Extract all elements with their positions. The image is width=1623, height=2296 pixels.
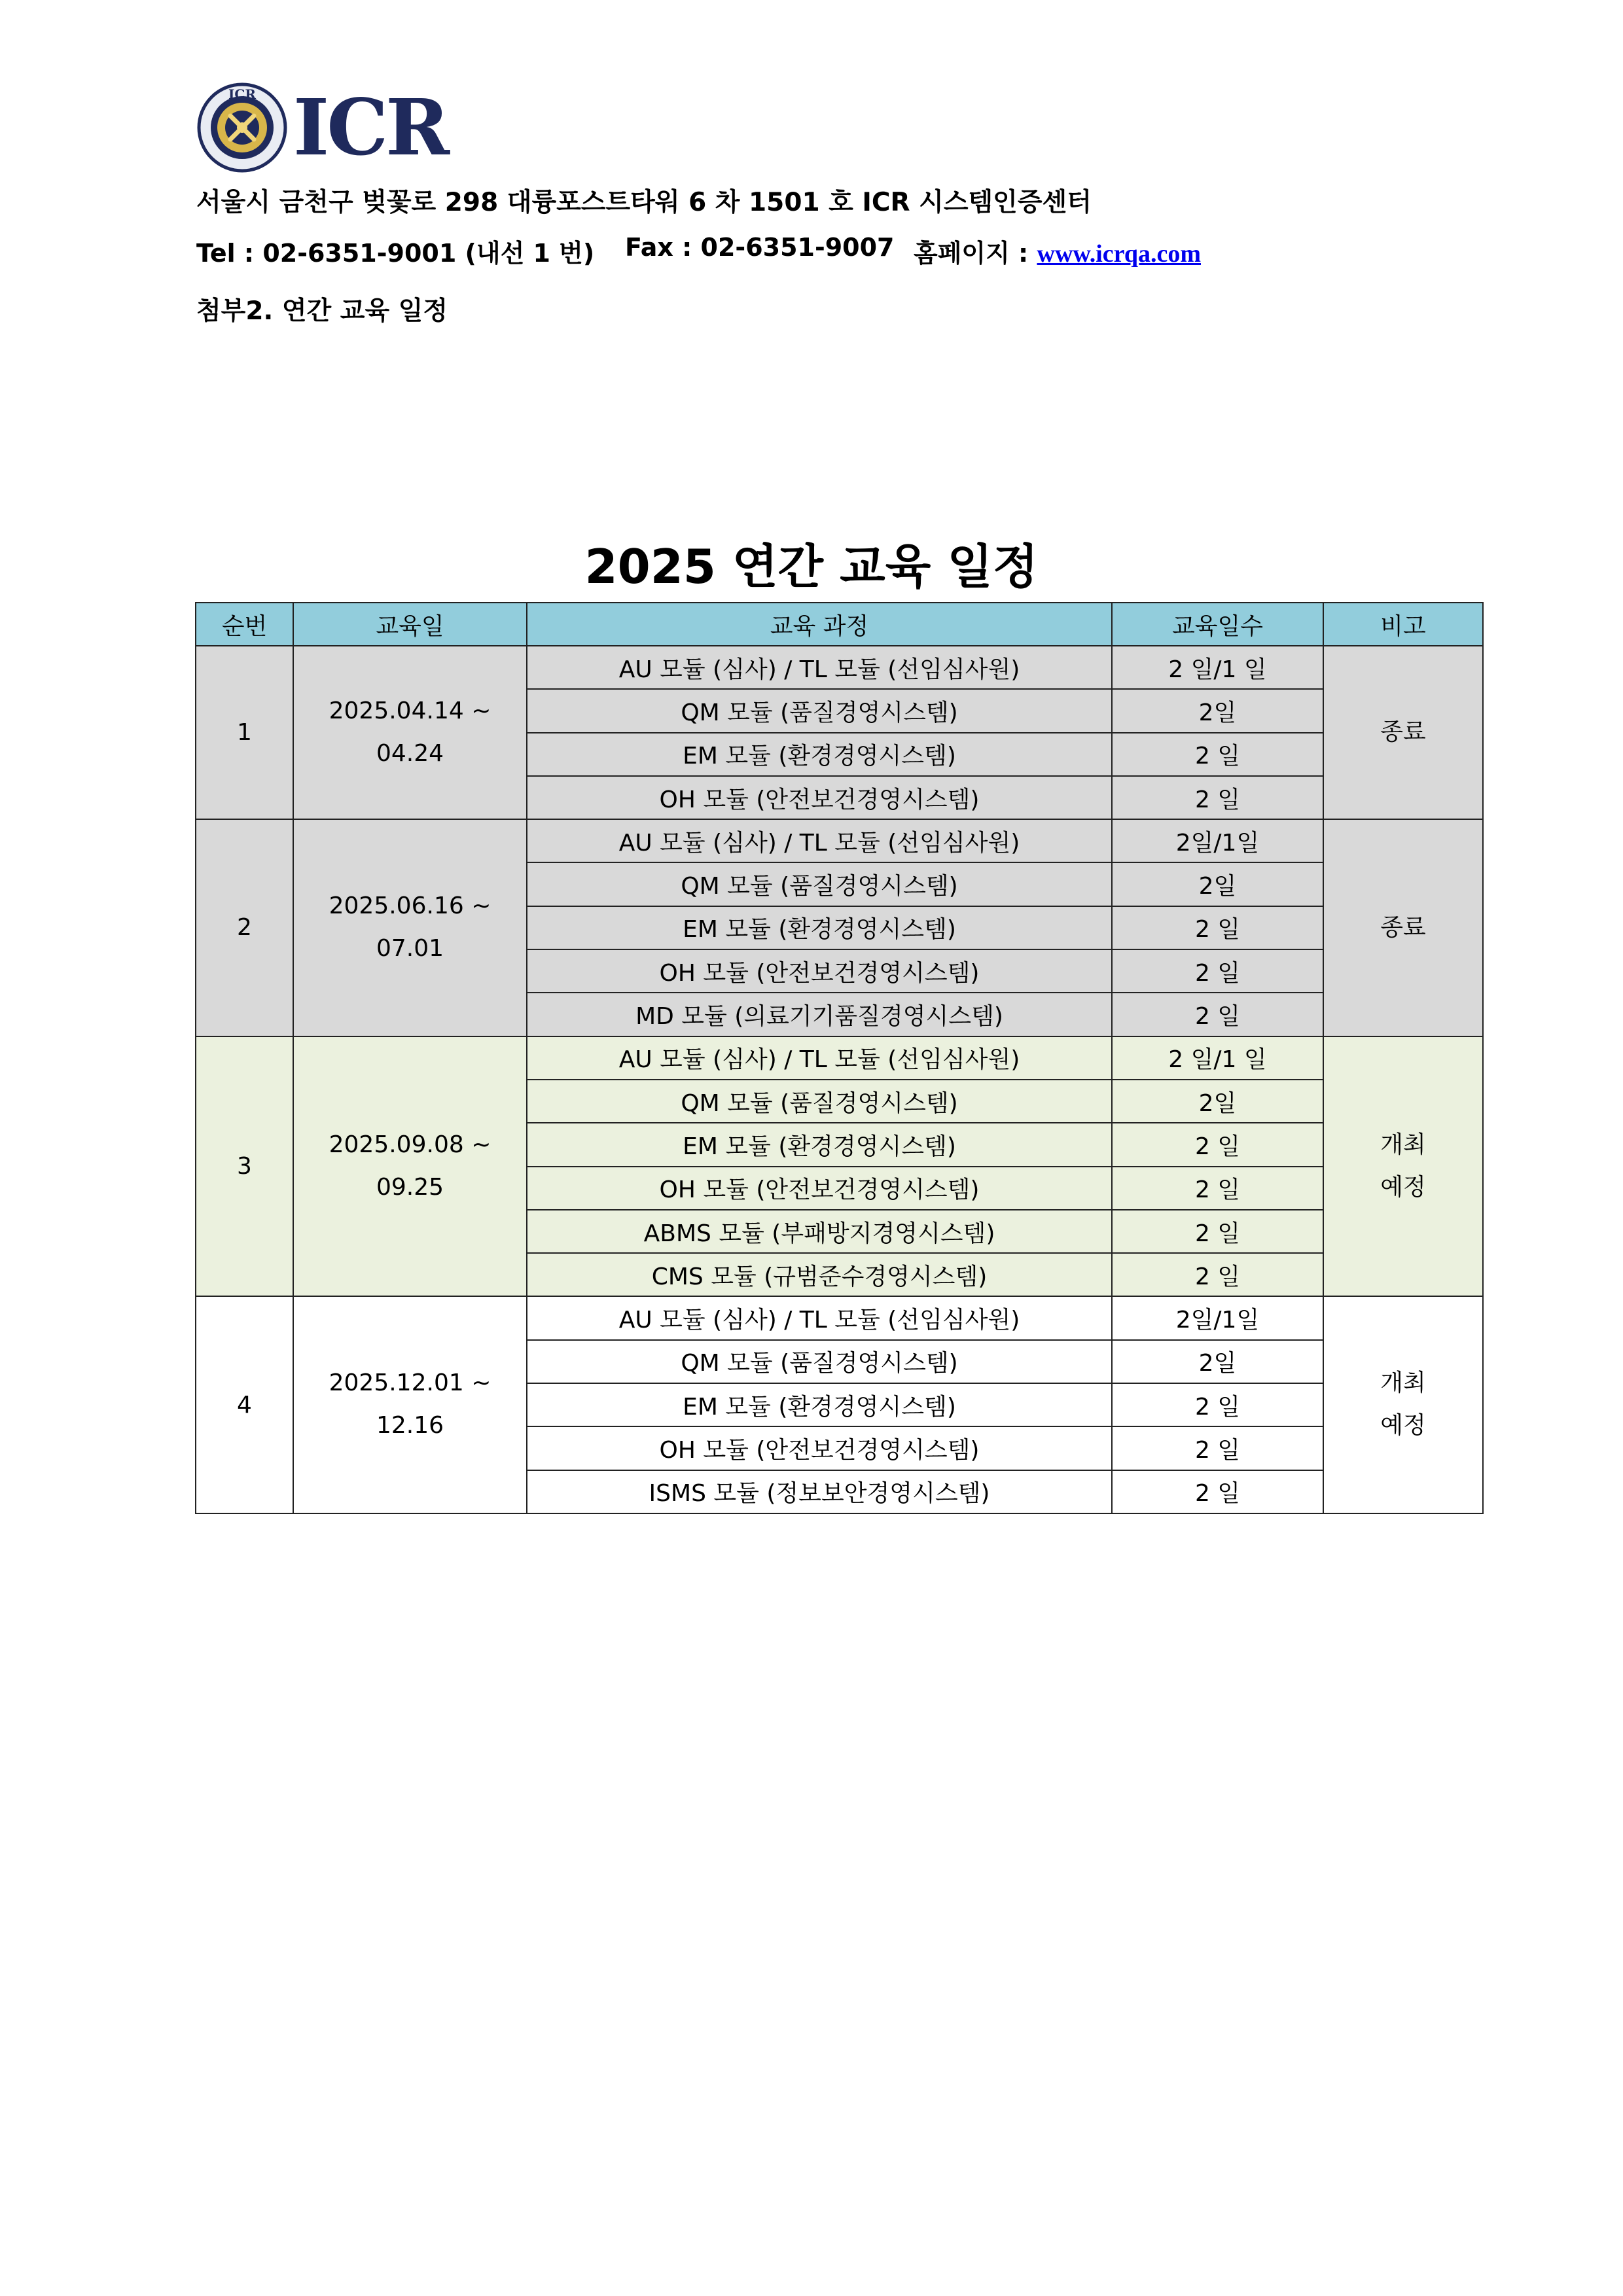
course-days: 2 일/1 일 [1112,1036,1323,1080]
status-line-2: 예정 [1380,1173,1426,1201]
course-name: AU 모듈 (심사) / TL 모듈 (선임심사원) [527,819,1112,862]
date-end: 04.24 [376,739,444,767]
course-name: AU 모듈 (심사) / TL 모듈 (선임심사원) [527,1296,1112,1339]
date-start: 2025.04.14 ~ [329,697,491,724]
course-days: 2 일 [1112,1167,1323,1210]
session-number: 4 [196,1296,293,1513]
course-name: EM 모듈 (환경경영시스템) [527,1383,1112,1426]
course-name: OH 모듈 (안전보건경영시스템) [527,949,1112,993]
course-days: 2일 [1112,1080,1323,1123]
course-name: ISMS 모듈 (정보보안경영시스템) [527,1470,1112,1513]
course-days: 2 일 [1112,733,1323,776]
course-days: 2 일 [1112,1470,1323,1513]
course-days: 2일/1일 [1112,819,1323,862]
header-course: 교육 과정 [527,603,1112,646]
table-header-row [196,603,1483,646]
page-title: 2025 연간 교육 일정 [584,539,1039,594]
table-row [196,646,1483,689]
session-dates [293,646,527,819]
course-name: EM 모듈 (환경경영시스템) [527,906,1112,949]
status-line-1: 개최 [1380,1369,1426,1397]
course-name: EM 모듈 (환경경영시스템) [527,733,1112,776]
date-end: 12.16 [376,1412,444,1439]
course-name: AU 모듈 (심사) / TL 모듈 (선임심사원) [527,1036,1112,1080]
logo-text: ICR [293,82,448,173]
course-name: CMS 모듈 (규범준수경영시스템) [527,1253,1112,1296]
course-days: 2 일 [1112,993,1323,1036]
session-dates [293,1036,527,1297]
course-name: QM 모듈 (품질경영시스템) [527,689,1112,732]
course-days: 2 일 [1112,1210,1323,1253]
course-days: 2 일/1 일 [1112,646,1323,689]
date-end: 07.01 [376,934,444,962]
course-days: 2 일 [1112,949,1323,993]
session-dates [293,819,527,1036]
status-line-1: 종료 [1380,913,1426,941]
date-end: 09.25 [376,1173,444,1201]
session-number: 1 [196,646,293,819]
course-name: ABMS 모듈 (부패방지경영시스템) [527,1210,1112,1253]
course-days: 2일 [1112,1340,1323,1383]
course-name: MD 모듈 (의료기기품질경영시스템) [527,993,1112,1036]
course-days: 2 일 [1112,1426,1323,1470]
table-row [196,1296,1483,1339]
table-row [196,1036,1483,1080]
header-note: 비고 [1323,603,1483,646]
course-name: OH 모듈 (안전보건경영시스템) [527,776,1112,819]
course-name: QM 모듈 (품질경영시스템) [527,1340,1112,1383]
course-days: 2 일 [1112,1253,1323,1296]
schedule-table [195,602,1484,1514]
course-name: EM 모듈 (환경경영시스템) [527,1123,1112,1166]
course-name: OH 모듈 (안전보건경영시스템) [527,1426,1112,1470]
course-name: QM 모듈 (품질경영시스템) [527,862,1112,906]
session-status [1323,819,1483,1036]
course-days: 2일 [1112,689,1323,732]
table-row [196,819,1483,862]
status-line-2: 예정 [1380,1412,1426,1439]
homepage-link[interactable]: www.icrqa.com [1037,240,1201,268]
session-status [1323,1036,1483,1297]
header-days: 교육일수 [1112,603,1323,646]
session-number: 2 [196,819,293,1036]
course-name: OH 모듈 (안전보건경영시스템) [527,1167,1112,1210]
session-number: 3 [196,1036,293,1297]
header-date: 교육일 [293,603,527,646]
session-status [1323,1296,1483,1513]
icr-logo [196,82,447,173]
date-start: 2025.06.16 ~ [329,892,491,920]
homepage [914,233,1201,269]
icr-seal-icon [196,82,288,173]
svg-text:ICR: ICR [228,86,256,102]
course-days: 2 일 [1112,1123,1323,1166]
session-dates [293,1296,527,1513]
homepage-label: 홈페이지 : [914,239,1029,268]
course-name: QM 모듈 (품질경영시스템) [527,1080,1112,1123]
fax-text: Fax : 02-6351-9007 [625,233,895,262]
date-start: 2025.12.01 ~ [329,1369,491,1397]
course-days: 2 일 [1112,1383,1323,1426]
contact-line [196,233,1201,269]
course-days: 2일/1일 [1112,1296,1323,1339]
session-status [1323,646,1483,819]
header-no: 순번 [196,603,293,646]
tel-text: Tel : 02-6351-9001 (내선 1 번) [196,239,595,268]
attachment-heading: 첨부2. 연간 교육 일정 [196,296,448,326]
status-line-1: 개최 [1380,1131,1426,1158]
course-days: 2 일 [1112,776,1323,819]
course-days: 2일 [1112,862,1323,906]
course-days: 2 일 [1112,906,1323,949]
course-name: AU 모듈 (심사) / TL 모듈 (선임심사원) [527,646,1112,689]
status-line-1: 종료 [1380,718,1426,746]
schedule-body [196,646,1483,1513]
date-start: 2025.09.08 ~ [329,1131,491,1158]
address-line: 서울시 금천구 벚꽃로 298 대륭포스트타워 6 차 1501 호 ICR 시스템인증센터 [196,188,1092,217]
